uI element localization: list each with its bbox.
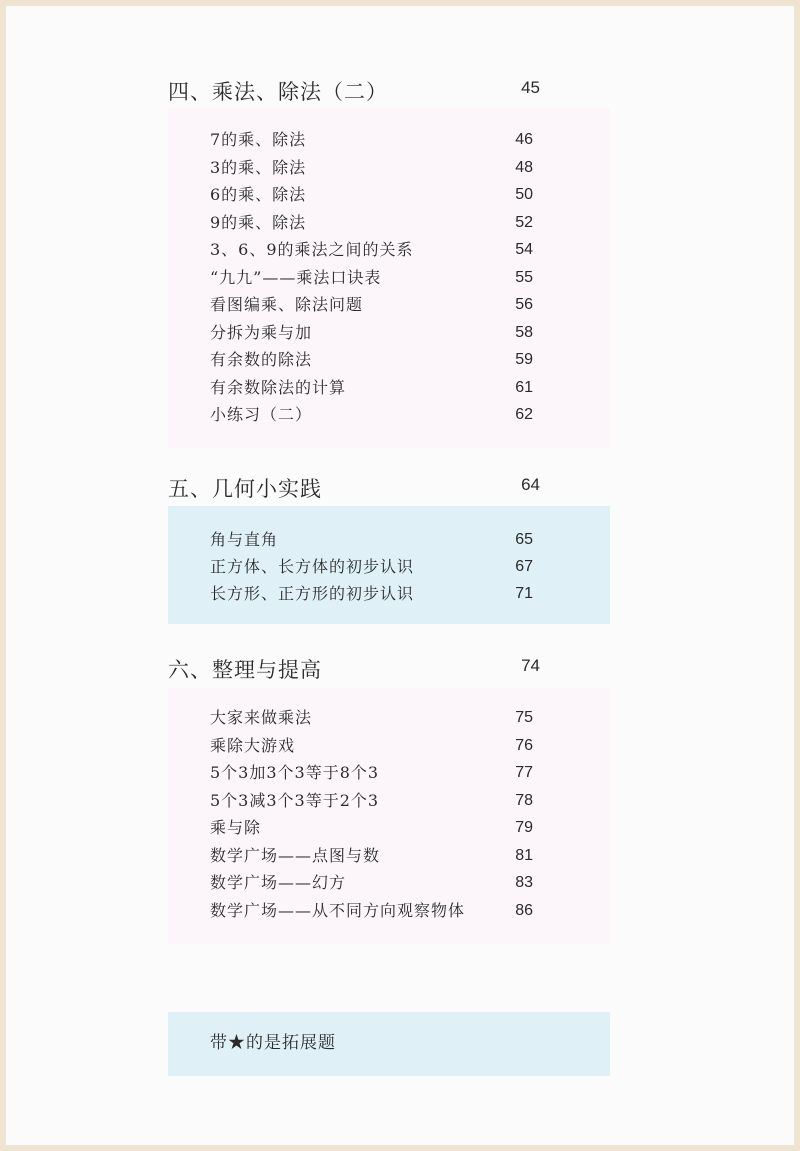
section-title: 六、整理与提高 bbox=[168, 658, 322, 682]
item-page: 79 bbox=[515, 819, 533, 836]
toc-item bbox=[210, 293, 533, 317]
item-page: 71 bbox=[515, 585, 533, 602]
note-text: 带★的是拓展题 bbox=[210, 1033, 336, 1053]
section-page: 45 bbox=[521, 78, 540, 97]
item-page: 61 bbox=[515, 378, 533, 396]
toc-item bbox=[210, 156, 533, 180]
item-page: 75 bbox=[515, 709, 533, 726]
item-page: 77 bbox=[515, 764, 533, 781]
toc-item bbox=[210, 321, 533, 345]
item-title: 乘除大游戏 bbox=[210, 735, 296, 755]
item-page: 52 bbox=[515, 213, 533, 231]
toc-item bbox=[210, 706, 533, 730]
toc-item bbox=[210, 816, 533, 840]
section-page: 64 bbox=[521, 475, 540, 494]
item-page: 76 bbox=[515, 736, 533, 754]
toc-item bbox=[210, 266, 533, 290]
toc-item bbox=[210, 582, 533, 606]
toc-item bbox=[210, 211, 533, 235]
item-title: 数学广场——从不同方向观察物体 bbox=[210, 900, 466, 920]
toc-item bbox=[210, 403, 533, 427]
item-title: 9的乘、除法 bbox=[210, 212, 307, 232]
item-title: 乘与除 bbox=[210, 818, 262, 837]
section-title: 五、几何小实践 bbox=[168, 477, 322, 501]
toc-item bbox=[210, 128, 533, 152]
item-title: 7的乘、除法 bbox=[210, 130, 307, 149]
section-heading-5 bbox=[168, 473, 540, 503]
item-title: 正方体、长方体的初步认识 bbox=[210, 557, 415, 576]
item-title: 5个3减3个3等于2个3 bbox=[210, 790, 380, 810]
toc-item bbox=[210, 183, 533, 207]
item-page: 83 bbox=[515, 874, 533, 891]
toc-item bbox=[210, 789, 533, 813]
item-title: 小练习（二） bbox=[210, 405, 313, 424]
toc-item bbox=[210, 899, 533, 923]
item-title: 数学广场——点图与数 bbox=[210, 845, 381, 865]
item-title: 角与直角 bbox=[210, 530, 279, 549]
item-title: 看图编乘、除法问题 bbox=[210, 295, 364, 314]
item-page: 65 bbox=[515, 531, 533, 548]
toc-item bbox=[210, 871, 533, 895]
item-page: 86 bbox=[515, 901, 533, 919]
item-page: 62 bbox=[515, 406, 533, 423]
section-panel-6 bbox=[168, 688, 610, 944]
item-page: 55 bbox=[515, 268, 533, 286]
section-title: 四、乘法、除法（二） bbox=[168, 80, 388, 104]
section-heading-4 bbox=[168, 76, 540, 106]
item-page: 54 bbox=[515, 241, 533, 258]
item-title: 5个3加3个3等于8个3 bbox=[210, 763, 380, 782]
item-title: 数学广场——幻方 bbox=[210, 873, 347, 892]
toc-item bbox=[210, 348, 533, 372]
toc-item bbox=[210, 734, 533, 758]
toc-item bbox=[210, 528, 533, 552]
note-box bbox=[168, 1012, 610, 1076]
toc-item bbox=[210, 761, 533, 785]
section-page: 74 bbox=[521, 656, 540, 675]
section-panel-5 bbox=[168, 506, 610, 624]
item-page: 50 bbox=[515, 186, 533, 203]
item-title: “九九”——乘法口诀表 bbox=[210, 267, 382, 287]
toc-item bbox=[210, 555, 533, 579]
item-title: 有余数除法的计算 bbox=[210, 377, 347, 397]
item-title: 3、6、9的乘法之间的关系 bbox=[210, 240, 414, 259]
item-title: 大家来做乘法 bbox=[210, 708, 313, 727]
item-title: 长方形、正方形的初步认识 bbox=[210, 584, 415, 603]
item-title: 3的乘、除法 bbox=[210, 157, 307, 177]
item-page: 56 bbox=[515, 296, 533, 313]
item-page: 67 bbox=[515, 558, 533, 575]
toc-item bbox=[210, 238, 533, 262]
section-panel-4 bbox=[168, 108, 610, 448]
toc-page bbox=[6, 6, 794, 1145]
item-title: 分拆为乘与加 bbox=[210, 322, 313, 342]
item-page: 59 bbox=[515, 351, 533, 368]
item-page: 48 bbox=[515, 158, 533, 176]
item-page: 46 bbox=[515, 131, 533, 148]
item-title: 有余数的除法 bbox=[210, 350, 313, 369]
item-page: 78 bbox=[515, 791, 533, 809]
item-page: 58 bbox=[515, 323, 533, 341]
item-title: 6的乘、除法 bbox=[210, 185, 307, 204]
item-page: 81 bbox=[515, 846, 533, 864]
toc-item bbox=[210, 844, 533, 868]
section-heading-6 bbox=[168, 654, 540, 684]
toc-item bbox=[210, 376, 533, 400]
